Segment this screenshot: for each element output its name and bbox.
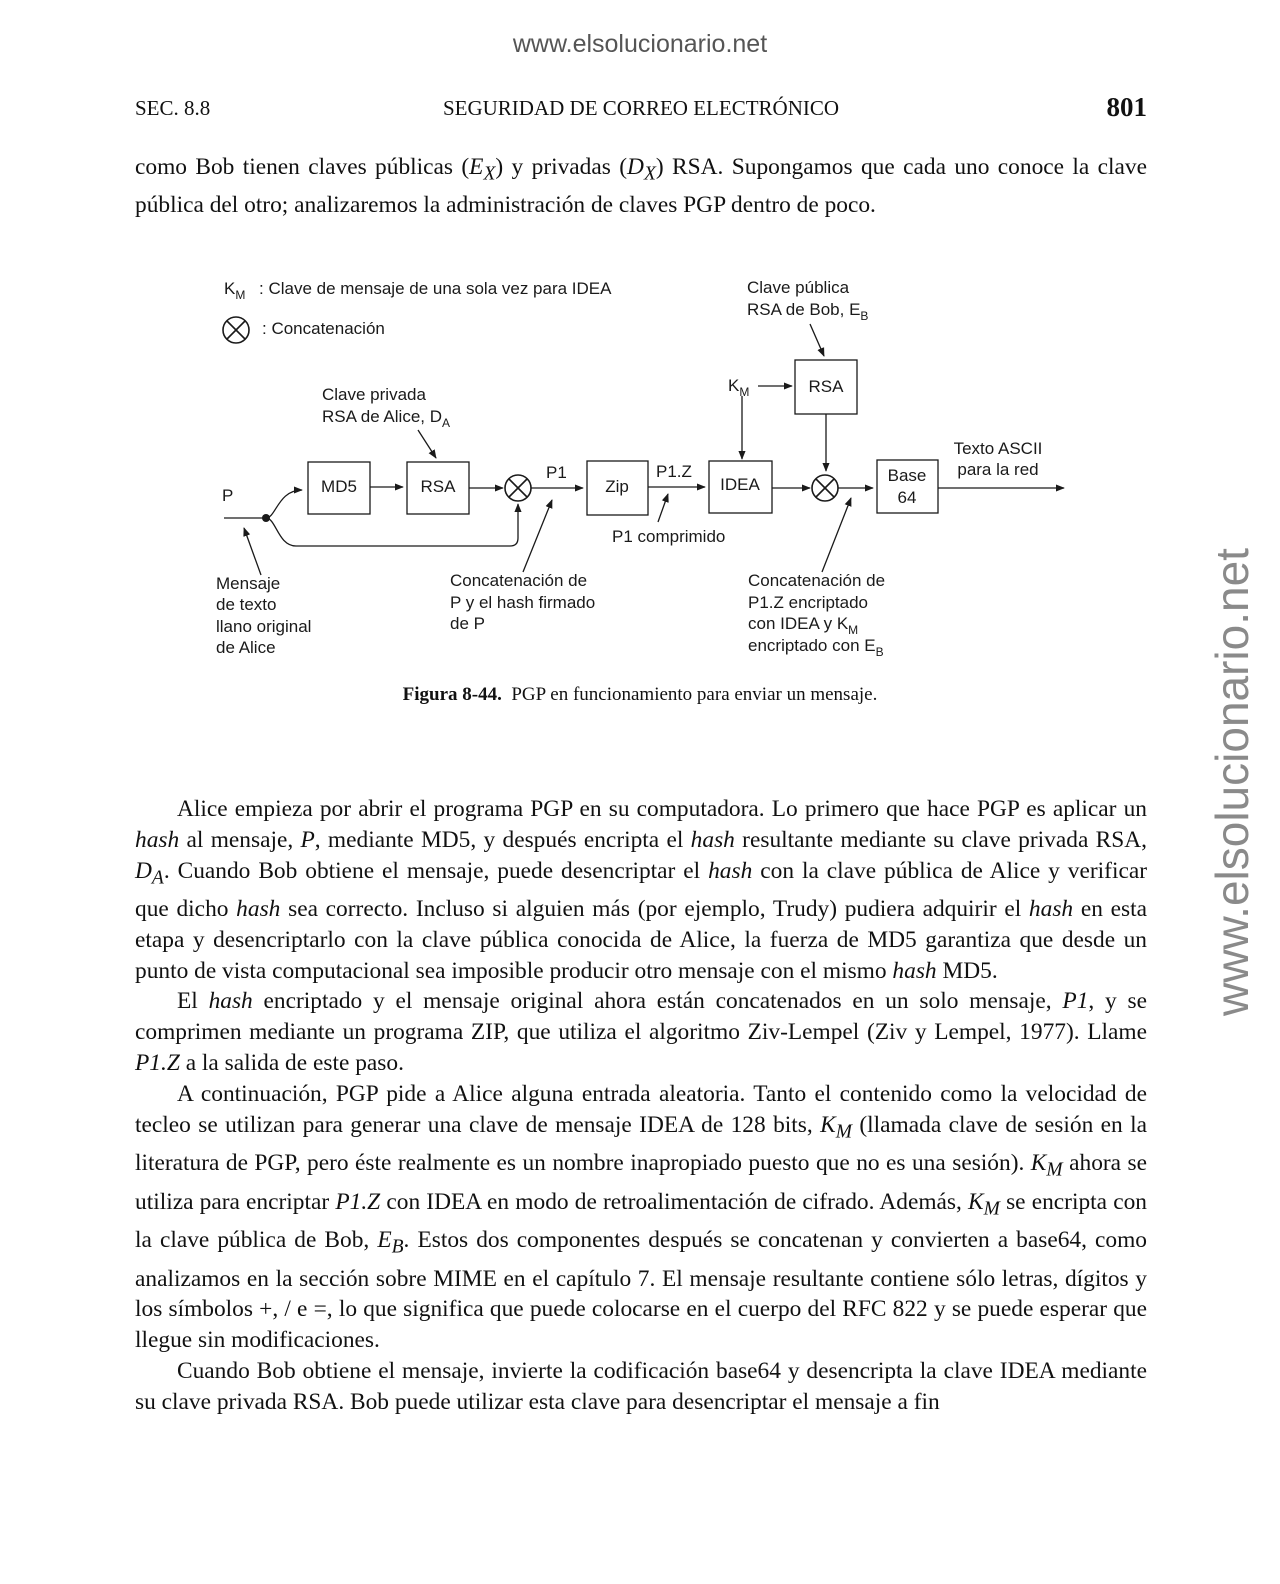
page-header — [135, 92, 1147, 126]
p1z-label: P1.Z — [656, 462, 692, 481]
p-input-label: P — [222, 486, 234, 505]
alice-key-arrow — [418, 430, 436, 458]
paragraph-2: El hash encriptado y el mensaje original ahora están concatenados en un solo mensaje, P1, y se comprimen mediante un programa ZIP, que utiliza el algoritmo Ziv-Lempel (Ziv y Lempel, 1977). Llame P1.Z a la salida de este paso. — [135, 988, 1147, 1077]
concat1-note-line2: P y el hash firmado — [450, 593, 596, 612]
concat2-note-line1: Concatenación de — [748, 571, 886, 590]
p1-compressed-label: P1 comprimido — [612, 527, 726, 546]
pgp-diagram-svg — [0, 250, 1280, 670]
concat2-note-arrow — [822, 498, 851, 572]
intro-paragraph: como Bob tienen claves públicas $(E_X)$ y privadas $(D_X)$ RSA. Supongamos que cada uno conoce la clave pública del otro; analizaremos la administración de claves PGP dentro de poco. — [135, 154, 1148, 219]
alice-key-label-line1: Clave privada — [322, 385, 426, 404]
bob-key-label-line2: RSA de Bob, $E_B$ — [747, 300, 869, 323]
concat2-symbol — [812, 475, 838, 501]
legend-km-text: : Clave de mensaje de una sola vez para IDEA — [259, 279, 612, 298]
concat2-note-line2: P1.Z encriptado — [748, 593, 869, 612]
caption-text: PGP en funcionamiento para enviar un mensaje. — [511, 684, 878, 705]
base64-label-line1: Base — [887, 466, 927, 485]
bob-key-arrow — [810, 324, 824, 356]
pgp-diagram — [0, 250, 1280, 670]
idea-label: IDEA — [720, 475, 760, 494]
watermark-top: www.elsolucionario.net — [512, 30, 768, 58]
legend-concat-text: : Concatenación — [262, 319, 385, 338]
legend-km-symbol: $K_M$ — [224, 279, 246, 302]
running-title: SEGURIDAD DE CORREO ELECTRÓNICO — [442, 96, 840, 120]
message-note-line2: de texto — [216, 595, 277, 614]
concat2-note-line3: con IDEA y $K_M$ — [748, 614, 859, 637]
concat1-symbol — [505, 475, 531, 501]
rsa-alice-label: RSA — [420, 477, 456, 496]
output-label-line1: Texto ASCII — [953, 439, 1043, 458]
figure-caption — [0, 684, 1280, 706]
concat-icon — [223, 317, 249, 343]
section-number: SEC. 8.8 — [135, 96, 211, 120]
concat1-note-arrow — [523, 500, 552, 572]
p1-compressed-arrow — [658, 494, 668, 522]
message-note-line3: llano original — [216, 617, 312, 636]
paragraph-4: Cuando Bob obtiene el mensaje, invierte la codificación base64 y desencripta la clave IDEA mediante su clave privada RSA. Bob puede utilizar esta clave para desencriptar el mensaje a fin — [135, 1357, 1147, 1415]
concat1-note-line1: Concatenación de — [450, 571, 588, 590]
watermark-side: www.elsolucionario.net — [1206, 548, 1258, 1016]
p1-label: P1 — [546, 463, 567, 482]
base64-label-line2: 64 — [897, 488, 917, 507]
page-number: 801 — [1106, 92, 1147, 122]
concat1-note-line3: de P — [450, 614, 485, 633]
km-input-label: $K_M$ — [728, 376, 750, 399]
message-note-line4: de Alice — [216, 638, 276, 657]
p-to-md5-arrow — [266, 490, 302, 518]
p-bypass-arrow — [266, 504, 518, 546]
body-text — [135, 794, 1147, 1418]
zip-label: Zip — [605, 477, 629, 496]
message-note-arrow — [244, 528, 261, 575]
rsa-bob-label: RSA — [808, 377, 844, 396]
message-note-line1: Mensaje — [216, 574, 281, 593]
concat2-note-line4: encriptado con $E_B$ — [748, 636, 884, 659]
paragraph-3: A continuación, PGP pide a Alice alguna entrada aleatoria. Tanto el contenido como la velocidad de tecleo se utilizan para generar una clave de mensaje IDEA de 128 bits, $K_M$ (llamada clave de sesión en la literatura de PGP, pero éste realmente es un nombre inapropiado puesto que no es una sesión). $K_M$ ahora se utiliza para encriptar P1.Z con IDEA en modo de retroalimentación de cifrado. Además, $K_M$ se encripta con la clave pública de Bob, $E_B$. Estos dos componentes después se concatenan y convierten a base64, como analizamos en la sección sobre MIME en el capítulo 7. El mensaje resultante contiene sólo letras, dígitos y los símbolos +, / e =, lo que significa que puede colocarse en el cuerpo del RFC 822 y se puede esperar que llegue sin modificaciones. — [135, 1080, 1148, 1354]
paragraph-1: Alice empieza por abrir el programa PGP en su computadora. Lo primero que hace PGP es aplicar un hash al mensaje, P, mediante MD5, y después encripta el hash resultante mediante su clave privada RSA, $D_A$. Cuando Bob obtiene el mensaje, puede desencriptar el hash con la clave pública de Alice y verificar que dicho hash sea correcto. Incluso si alguien más (por ejemplo, Trudy) pudiera adquirir el hash en esta etapa y desencriptarlo con la clave pública conocida de Alice, la fuerza de MD5 garantiza que desde un punto de vista computacional sea imposible producir otro mensaje con el mismo hash MD5. — [135, 796, 1147, 984]
md5-label: MD5 — [321, 477, 357, 496]
alice-key-label-line2: RSA de Alice, $D_A$ — [322, 407, 451, 430]
bob-key-label-line1: Clave pública — [747, 278, 850, 297]
output-label-line2: para la red — [957, 460, 1039, 479]
caption-label: Figura 8-44. — [402, 684, 502, 705]
